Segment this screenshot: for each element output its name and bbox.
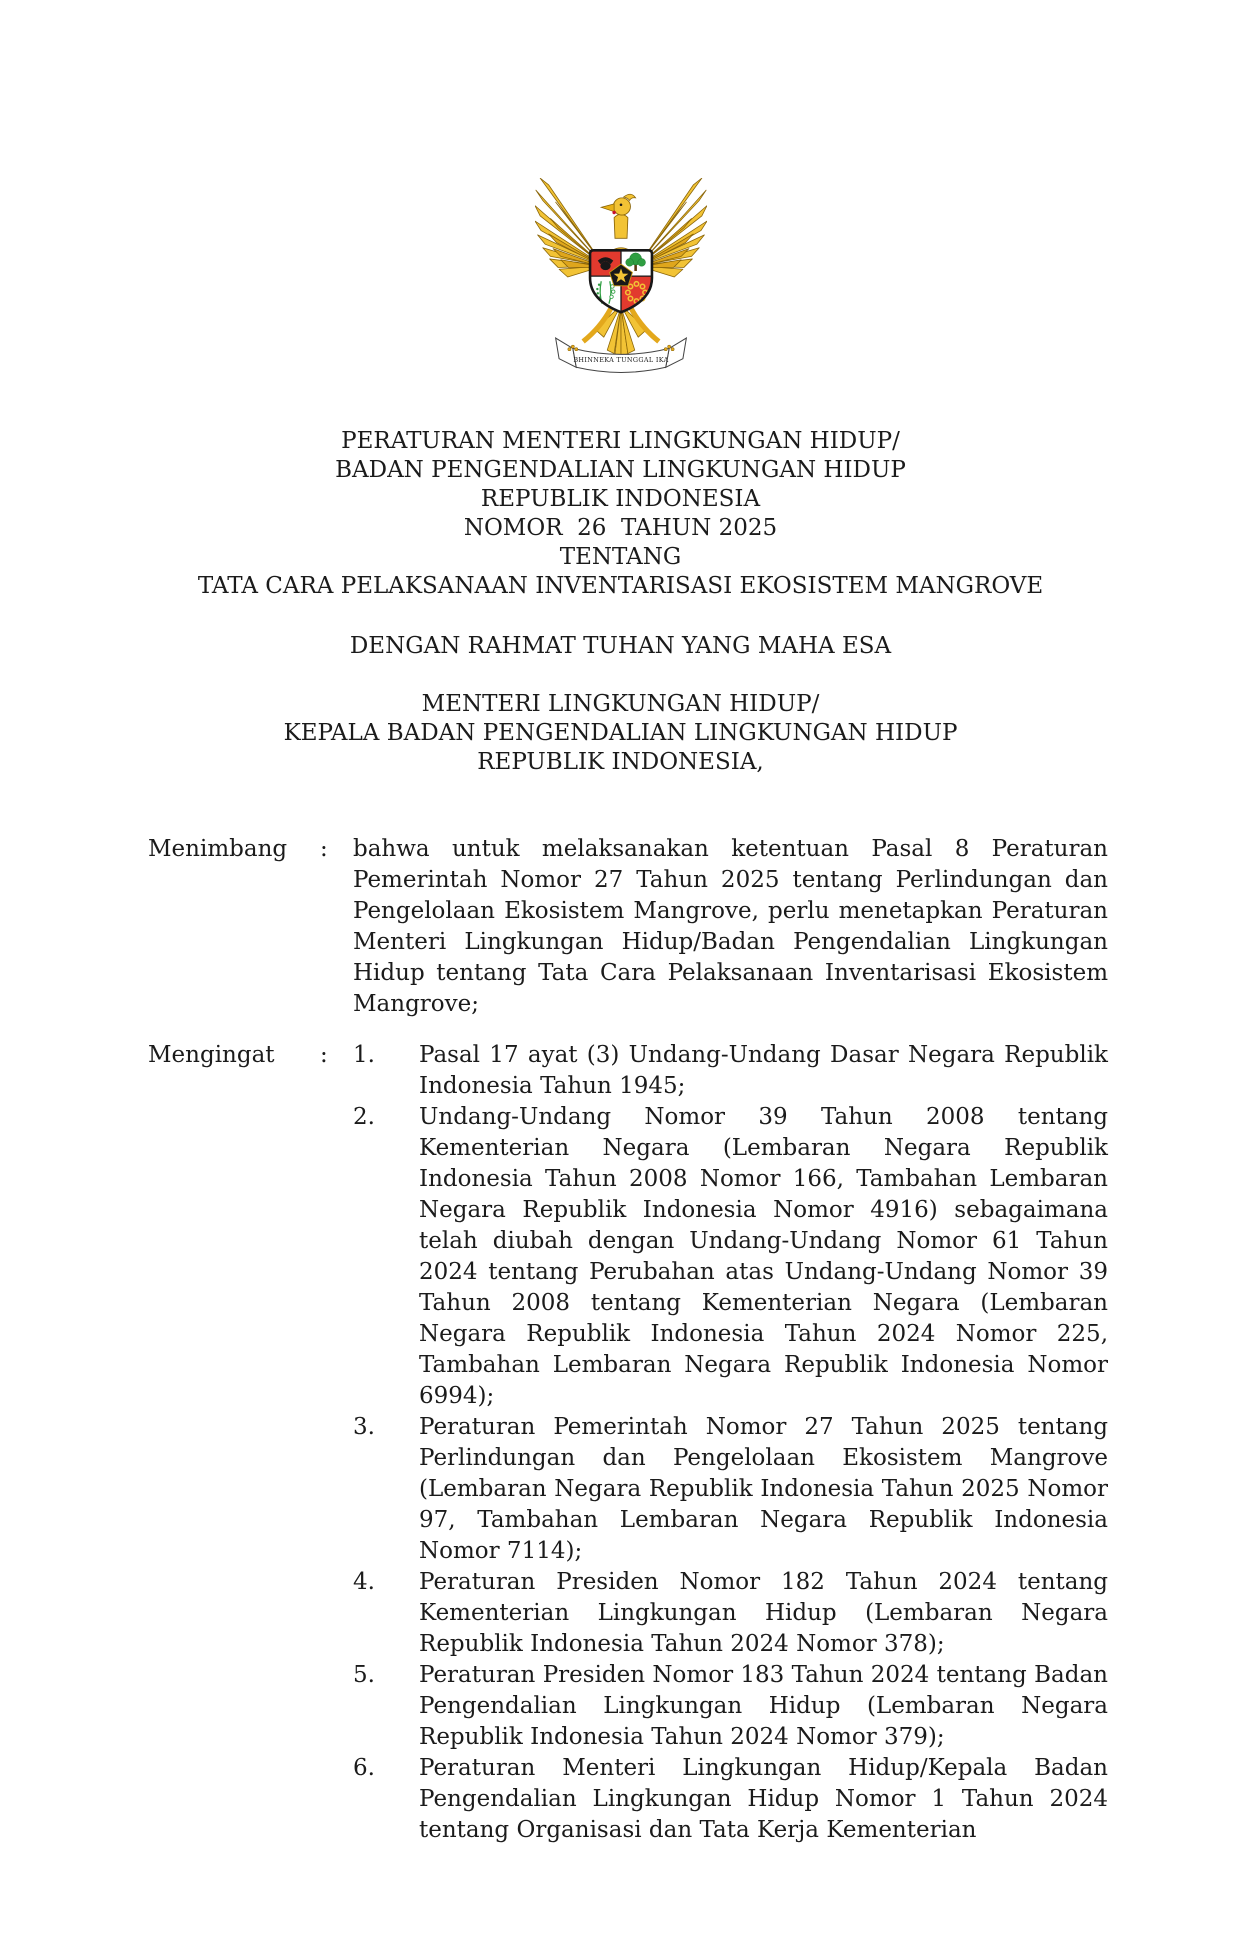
- authority-line-minister: MENTERI LINGKUNGAN HIDUP/: [421, 691, 820, 717]
- invocation-block: [0, 632, 1241, 661]
- item-number: 2.: [353, 1104, 375, 1130]
- title-line-republic: REPUBLIK INDONESIA: [480, 486, 761, 512]
- legal-basis-item: [353, 1412, 1108, 1567]
- item-number: 4.: [353, 1569, 375, 1595]
- legal-basis-list: [353, 1040, 1108, 1846]
- item-number: 6.: [353, 1755, 375, 1781]
- regulation-title-block: [0, 427, 1241, 601]
- legal-basis-item: [353, 1102, 1108, 1412]
- motto-text: BHINNEKA TUNGGAL IKA: [572, 356, 669, 365]
- title-line-agency: BADAN PENGENDALIAN LINGKUNGAN HIDUP: [335, 457, 906, 483]
- title-line-number-year: NOMOR 26 TAHUN 2025: [463, 515, 778, 541]
- clause-colon: :: [320, 1042, 328, 1068]
- clause-menimbang: [0, 834, 1241, 1020]
- title-line-tentang: TENTANG: [559, 544, 682, 570]
- title-line-ministry: PERATURAN MENTERI LINGKUNGAN HIDUP/: [341, 428, 900, 454]
- item-text: Undang-Undang Nomor 39 Tahun 2008 tentang Kementerian Negara (Lembaran Negara Republik Indonesia Tahun 2008 Nomor 166, Tambahan Lembaran Negara Republik Indonesia Nomor 4916) sebagaimana telah diubah dengan Undang-Undang Nomor 61 Tahun 2024 tentang Perubahan atas Undang-Undang Nomor 39 Tahun 2008 tentang Kementerian Negara (Lembaran Negara Republik Indonesia Tahun 2024 Nomor 225, Tambahan Lembaran Negara Republik Indonesia Nomor 6994);: [419, 1104, 1108, 1409]
- item-text: Peraturan Pemerintah Nomor 27 Tahun 2025 tentang Perlindungan dan Pengelolaan Ekosistem Mangrove (Lembaran Negara Republik Indonesia Tahun 2025 Nomor 97, Tambahan Lembaran Negara Republik Indonesia Nomor 7114);: [419, 1414, 1108, 1564]
- clauses-section: [0, 834, 1241, 1846]
- item-number: 1.: [353, 1042, 375, 1068]
- invocation-line: DENGAN RAHMAT TUHAN YANG MAHA ESA: [349, 633, 892, 659]
- legal-basis-item: [353, 1660, 1108, 1753]
- emblem-container: [0, 0, 1241, 385]
- authority-line-republic: REPUBLIK INDONESIA,: [477, 749, 764, 775]
- authority-block: [0, 690, 1241, 777]
- item-text: Pasal 17 ayat (3) Undang-Undang Dasar Negara Republik Indonesia Tahun 1945;: [419, 1042, 1108, 1099]
- clause-label: Mengingat: [148, 1042, 275, 1068]
- clause-mengingat: [0, 1040, 1241, 1846]
- item-text: Peraturan Presiden Nomor 183 Tahun 2024 tentang Badan Pengendalian Lingkungan Hidup (Lembaran Negara Republik Indonesia Tahun 2024 Nomor 379);: [419, 1662, 1108, 1750]
- clause-label: Menimbang: [148, 836, 288, 862]
- clause-colon: :: [320, 836, 328, 862]
- clause-paragraph: bahwa untuk melaksanakan ketentuan Pasal 8 Peraturan Pemerintah Nomor 27 Tahun 2025 tentang Perlindungan dan Pengelolaan Ekosistem Mangrove, perlu menetapkan Peraturan Menteri Lingkungan Hidup/Badan Pengendalian Lingkungan Hidup tentang Tata Cara Pelaksanaan Inventarisasi Ekosistem Mangrove;: [353, 836, 1108, 1017]
- legal-basis-item: [353, 1567, 1108, 1660]
- item-text: Peraturan Presiden Nomor 182 Tahun 2024 tentang Kementerian Lingkungan Hidup (Lembaran Negara Republik Indonesia Tahun 2024 Nomor 378);: [419, 1569, 1108, 1657]
- item-number: 3.: [353, 1414, 375, 1440]
- authority-line-head: KEPALA BADAN PENGENDALIAN LINGKUNGAN HIDUP: [283, 720, 958, 746]
- title-line-subject: TATA CARA PELAKSANAAN INVENTARISASI EKOSISTEM MANGROVE: [197, 573, 1044, 599]
- item-number: 5.: [353, 1662, 375, 1688]
- legal-basis-item: [353, 1040, 1108, 1102]
- legal-basis-item: [353, 1753, 1108, 1846]
- garuda-pancasila-emblem: [535, 178, 707, 376]
- item-text: Peraturan Menteri Lingkungan Hidup/Kepala Badan Pengendalian Lingkungan Hidup Nomor 1 Tahun 2024 tentang Organisasi dan Tata Kerja Kementerian: [419, 1755, 1108, 1843]
